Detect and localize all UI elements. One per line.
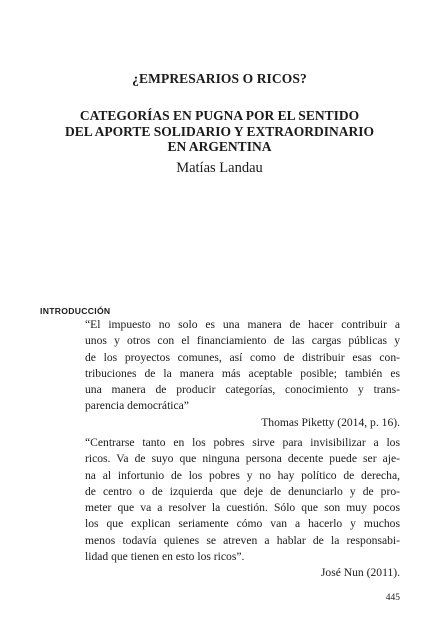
quote-line: ricos. Va de suyo que ninguna persona decente puede ser aje- <box>85 452 400 466</box>
quote-line: menos todavía quienes se atreven a hablar de la responsabi- <box>85 533 400 547</box>
quote-line: de los proyectos comunes, así como de distribuir esas con- <box>85 350 400 364</box>
epigraph-quote-nun <box>85 435 400 582</box>
quote-line: “El impuesto no solo es una manera de hacer contribuir a <box>85 318 400 331</box>
quote-line: de centro o de izquierda que deje de denunciarlo y de pro- <box>85 484 400 498</box>
subtitle-line: EN ARGENTINA <box>167 139 272 154</box>
epigraph-quote-piketty <box>85 317 400 431</box>
quote-line: una manera de producir categorías, conocimiento y trans- <box>85 383 400 397</box>
page-number: 445 <box>385 593 400 603</box>
quote-line: los que explican seriamente cómo van a hacerlo y muchos <box>85 517 400 531</box>
quote-attribution: Thomas Piketty (2014, p. 16). <box>261 415 400 429</box>
subtitle-line: DEL APORTE SOLIDARIO Y EXTRAORDINARIO <box>64 123 375 139</box>
quote-line: unos y otros con el financiamiento de las cargas públicas y <box>85 334 400 348</box>
section-heading: INTRODUCCIÓN <box>40 306 111 316</box>
quote-line: lidad que tienen en esto los ricos”. <box>85 550 245 564</box>
quote-line: meter que va a resolver la cuestión. Sólo que son muy pocos <box>85 501 400 515</box>
chapter-title: ¿EMPRESARIOS O RICOS? <box>132 71 307 86</box>
quote-attribution: José Nun (2011). <box>320 566 400 580</box>
quote-line: na al infortunio de los pobres y no hay político de derecha, <box>85 468 400 482</box>
subtitle-line: CATEGORÍAS EN PUGNA POR EL SENTIDO <box>79 108 360 123</box>
author-name: Matías Landau <box>176 160 263 176</box>
chapter-subtitle <box>40 108 399 155</box>
quote-line: tribuciones de la manera más aceptable posible; también es <box>85 366 400 380</box>
quote-line: parencia democrática” <box>85 399 189 413</box>
quote-line: “Centrarse tanto en los pobres sirve para invisibilizar a los <box>85 436 400 449</box>
